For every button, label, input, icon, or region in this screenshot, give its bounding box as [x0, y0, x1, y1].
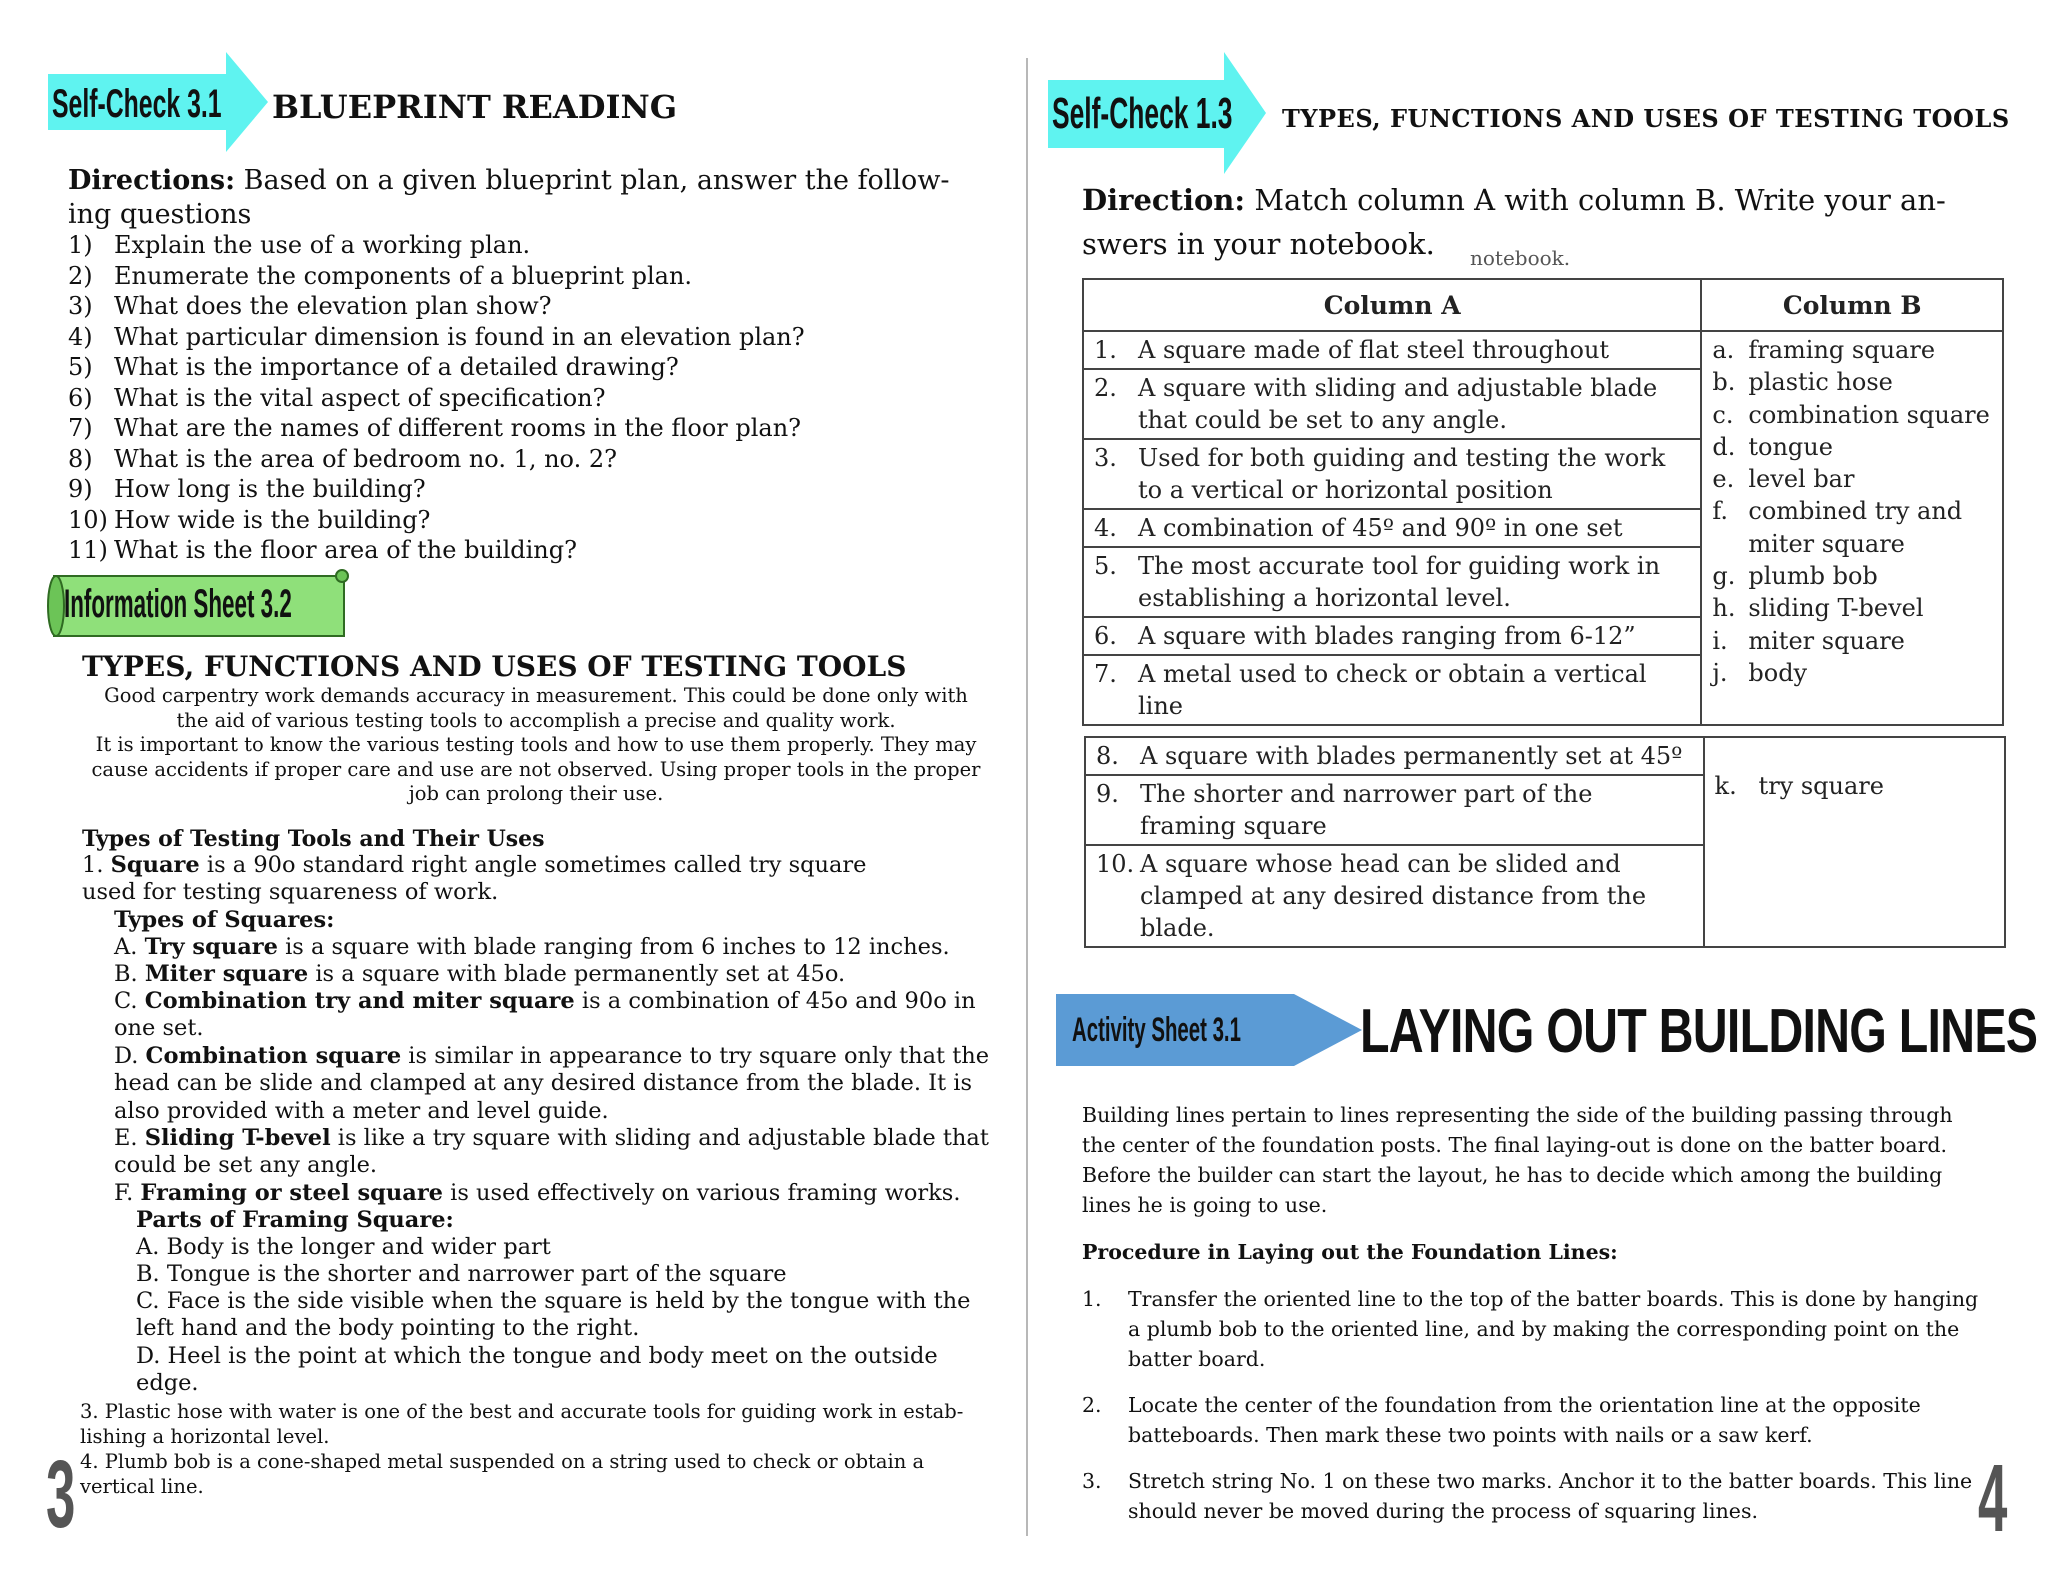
- column-b-list: [1705, 738, 2004, 802]
- activity-title: LAYING OUT BUILDING LINES: [1360, 997, 2038, 1066]
- types-heading: Types of Testing Tools and Their Uses: [82, 826, 545, 852]
- list-item: c. combination square: [1712, 400, 1990, 429]
- list-item: h. sliding T-bevel: [1712, 594, 1924, 623]
- list-item: 3) What does the elevation plan show?: [68, 292, 552, 320]
- list-item: e. level bar: [1712, 465, 1855, 494]
- column-b-header: Column B: [1701, 279, 2003, 331]
- table-row: 7. A metal used to check or obtain a vertical line: [1094, 660, 1647, 720]
- self-check-1-3-badge: [1048, 52, 1266, 174]
- item-3-plastic-hose: 3. Plastic hose with water is one of the best and accurate tools for guiding work in estab-lishing a horizontal level.: [80, 1400, 964, 1448]
- list-item: 2) Enumerate the components of a blueprint plan.: [68, 261, 693, 290]
- list-item: 8) What is the area of bedroom no. 1, no. 2?: [68, 444, 617, 473]
- square-type-a: A. Try square is a square with blade ranging from 6 inches to 12 inches.: [114, 934, 950, 960]
- page-number-3: 3: [46, 1441, 76, 1548]
- square-type-f: F. Framing or steel square is used effectively on various framing works.: [114, 1180, 961, 1206]
- table-row: 5. The most accurate tool for guiding work in establishing a horizontal level.: [1084, 548, 1700, 618]
- direction-text: Match column A with column B. Write your an-swers in your notebook.: [1082, 183, 1946, 261]
- directions-text: Based on a given blueprint plan, answer the follow-ing questions: [68, 165, 950, 230]
- list-item: 5) What is the importance of a detailed drawing?: [68, 353, 679, 381]
- banner-label: Information Sheet 3.2: [64, 581, 292, 626]
- list-item: 10) How wide is the building?: [68, 505, 431, 534]
- activity-sheet-badge: [1056, 994, 1362, 1066]
- part-face: C. Face is the side visible when the square is held by the tongue with the left hand and the body pointing to the right.: [136, 1288, 971, 1342]
- list-item: 11) What is the floor area of the building?: [68, 536, 577, 564]
- badge-label: Self-Check 1.3: [1052, 89, 1233, 138]
- list-item: i. miter square: [1712, 626, 1905, 655]
- blueprint-reading-title: BLUEPRINT READING: [272, 88, 678, 126]
- intro-text: Good carpentry work demands accuracy in measurement. This could be done only with the aid of various testing tools to accomplish a precise and quality work. It is important to know the various testing tools and how to use them properly. They may cause accidents if proper care and use are not observed. Using proper tools in the proper job can prolong their use.: [91, 684, 981, 805]
- info-sheet-title: TYPES, FUNCTIONS AND USES OF TESTING TOOLS: [82, 650, 907, 683]
- page-divider: [1026, 58, 1028, 1536]
- list-item: 1) Explain the use of a working plan.: [68, 231, 531, 259]
- list-item: 7) What are the names of different rooms in the floor plan?: [68, 414, 802, 442]
- table-row: 8. A square with blades permanently set at 45º: [1086, 738, 1703, 776]
- matching-table-top: [1082, 278, 2004, 726]
- matching-table-bottom: [1084, 736, 2006, 948]
- column-b-list: [1702, 332, 2002, 689]
- badge-label: Activity Sheet 3.1: [1072, 1010, 1241, 1049]
- list-item: 9) How long is the building?: [68, 475, 426, 503]
- table-row: 9. The shorter and narrower part of the framing square: [1086, 776, 1703, 846]
- list-item: b. plastic hose: [1712, 368, 1893, 397]
- part-body: A. Body is the longer and wider part: [136, 1234, 551, 1260]
- list-item: k. try square: [1714, 772, 1884, 800]
- square-type-d: D. Combination square is similar in appearance to try square only that the head can be slide and clamped at any desired distance from the blade. It is also provided with a meter and level guide.: [114, 1043, 990, 1124]
- procedure-heading: Procedure in Laying out the Foundation Lines:: [1082, 1240, 1618, 1264]
- square-item: 1. Square is a 90o standard right angle sometimes called try square used for testing squareness of work.: [82, 852, 867, 906]
- question-list: [68, 230, 968, 566]
- list-item: d. tongue: [1712, 432, 1833, 461]
- types-of-squares-heading: Types of Squares:: [114, 907, 335, 933]
- list-item: f. combined try and miter square: [1712, 497, 1963, 558]
- table-row: 1. A square made of flat steel throughout: [1084, 332, 1700, 370]
- column-a-cell: [1083, 331, 1701, 725]
- square-type-e: E. Sliding T-bevel is like a try square with sliding and adjustable blade that could be set any angle.: [114, 1125, 989, 1179]
- item-4-plumb-bob: 4. Plumb bob is a cone-shaped metal suspended on a string used to check or obtain a vertical line.: [80, 1450, 925, 1498]
- directions-block: [68, 164, 968, 232]
- list-item: g. plumb bob: [1712, 562, 1878, 591]
- table-row: 3. Used for both guiding and testing the work to a vertical or horizontal position: [1084, 440, 1700, 510]
- badge-label: Self-Check 3.1: [52, 81, 222, 126]
- page-number-4: 4: [1978, 1445, 2008, 1552]
- table-row: 4. A combination of 45º and 90º in one set: [1084, 510, 1700, 548]
- square-type-b: B. Miter square is a square with blade permanently set at 45o.: [114, 961, 846, 987]
- list-item: j. body: [1712, 658, 1808, 687]
- procedure-steps: [1082, 1284, 1982, 1542]
- table-row: 2. A square with sliding and adjustable blade that could be set to any angle.: [1084, 370, 1700, 440]
- table-row: 6. A square with blades ranging from 6-12”: [1084, 618, 1700, 656]
- parts-heading: Parts of Framing Square:: [136, 1207, 454, 1233]
- self-check-3-1-badge: [48, 52, 268, 152]
- list-item: 3. Stretch string No. 1 on these two marks. Anchor it to the batter boards. This line should never be moved during the process of squaring lines.: [1082, 1469, 1973, 1523]
- column-a-header: Column A: [1083, 279, 1701, 331]
- building-lines-paragraph: Building lines pertain to lines representing the side of the building passing through the center of the foundation posts. The final laying-out is done on the batter board. Before the builder can start the layout, he has to decide which among the building lines he is going to use.: [1082, 1103, 1953, 1217]
- direction-label: Direction:: [1082, 183, 1246, 217]
- column-a-cell: [1085, 737, 1704, 947]
- square-type-c: C. Combination try and miter square is a combination of 45o and 90o in one set.: [114, 988, 976, 1042]
- table-row: 10. A square whose head can be slided and clamped at any desired distance from the blade.: [1096, 850, 1647, 942]
- part-tongue: B. Tongue is the shorter and narrower part of the square: [136, 1261, 787, 1287]
- information-sheet-banner: [46, 566, 352, 644]
- part-heel: D. Heel is the point at which the tongue and body meet on the outside edge.: [136, 1343, 938, 1397]
- list-item: 1. Transfer the oriented line to the top of the batter boards. This is done by hanging a plumb bob to the oriented line, and by making the corresponding point on the batter board.: [1082, 1287, 1979, 1371]
- directions-label: Directions:: [68, 165, 236, 196]
- list-item: 4) What particular dimension is found in an elevation plan?: [68, 322, 805, 351]
- ghost-scan-text: notebook.: [1470, 246, 1571, 270]
- list-item: 6) What is the vital aspect of specification?: [68, 383, 606, 412]
- column-b-cell: [1704, 737, 2005, 947]
- list-item: 2. Locate the center of the foundation from the orientation line at the opposite batteboards. Then mark these two points with nails or a saw kerf.: [1082, 1393, 1921, 1447]
- list-item: a. framing square: [1712, 336, 1936, 364]
- self-check-title: TYPES, FUNCTIONS AND USES OF TESTING TOOLS: [1282, 104, 2010, 133]
- column-b-cell: [1701, 331, 2003, 725]
